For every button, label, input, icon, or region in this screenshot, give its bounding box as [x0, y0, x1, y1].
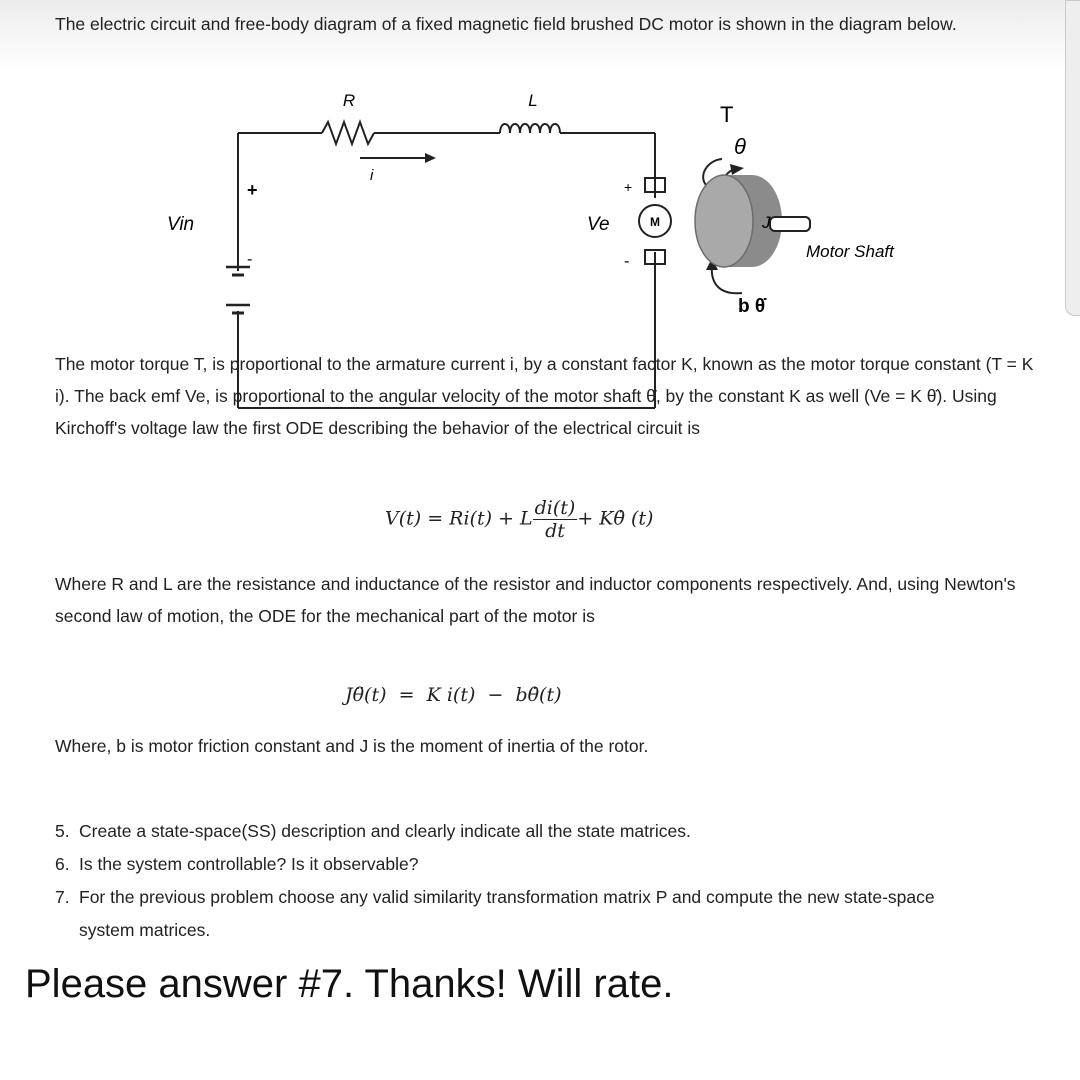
- eq1-numerator: di(t): [534, 497, 576, 519]
- question-list: [55, 815, 979, 947]
- vin-label: Vin: [167, 214, 195, 235]
- resistor-label: R: [342, 91, 356, 110]
- ve-minus: -: [624, 253, 630, 270]
- intro-text: The electric circuit and free-body diagram of a fixed magnetic field brushed DC motor is shown in the diagram below.: [55, 14, 957, 34]
- ve-plus: +: [624, 179, 633, 195]
- vin-plus: +: [247, 180, 258, 200]
- question-6: [55, 848, 979, 881]
- question-number: 5.: [55, 821, 70, 841]
- angle-label: θ: [734, 134, 746, 159]
- footer-caption: Please answer #7. Thanks! Will rate.: [25, 962, 674, 1006]
- motor-label: M: [650, 215, 660, 229]
- paragraph-1: The motor torque T, is proportional to the armature current i, by a constant factor K, known as the motor torque constant (T = K i). The back emf Ve, is proportional to the angular velocity of the motor shaft θ̇, by the constant K as well (Ve = K θ̇). Using Kirchoff's voltage law the first ODE describing the behavior of the electrical circuit is: [55, 354, 1034, 438]
- vin-minus: -: [247, 251, 253, 268]
- eq1-denominator: dt: [545, 520, 565, 542]
- question-text: For the previous problem choose any valid similarity transformation matrix P and compute the new state-space system matrices.: [79, 887, 935, 940]
- inductor-label: L: [528, 91, 538, 110]
- eq1-left: V(t) = Ri(t) + L: [385, 507, 533, 530]
- torque-label: T: [720, 102, 734, 127]
- friction-label: b θ̇: [738, 296, 766, 317]
- question-number: 6.: [55, 854, 70, 874]
- inertia-label: J: [762, 213, 771, 232]
- paragraph-2: Where R and L are the resistance and inductance of the resistor and inductor components respectively. And, using Newton's second law of motion, the ODE for the mechanical part of the motor is: [55, 574, 1016, 626]
- question-7: [55, 881, 979, 947]
- eq1-right: + Kθ̇ (t): [577, 507, 654, 530]
- equation-mechanical: Jθ̈(t) = K i(t) − bθ̇(t): [345, 684, 562, 706]
- eq1-fraction: [533, 497, 578, 542]
- equation-electrical: [385, 497, 653, 542]
- scrollbar-thumb[interactable]: [1065, 0, 1080, 316]
- question-text: Is the system controllable? Is it observable?: [79, 854, 419, 874]
- current-label: i: [370, 167, 374, 184]
- question-text: Create a state-space(SS) description and clearly indicate all the state matrices.: [79, 821, 691, 841]
- question-number: 7.: [55, 887, 70, 907]
- question-5: [55, 815, 979, 848]
- ve-label: Ve: [587, 214, 610, 235]
- motor-shaft-label: Motor Shaft: [806, 242, 894, 261]
- paragraph-3: Where, b is motor friction constant and J is the moment of inertia of the rotor.: [55, 736, 649, 756]
